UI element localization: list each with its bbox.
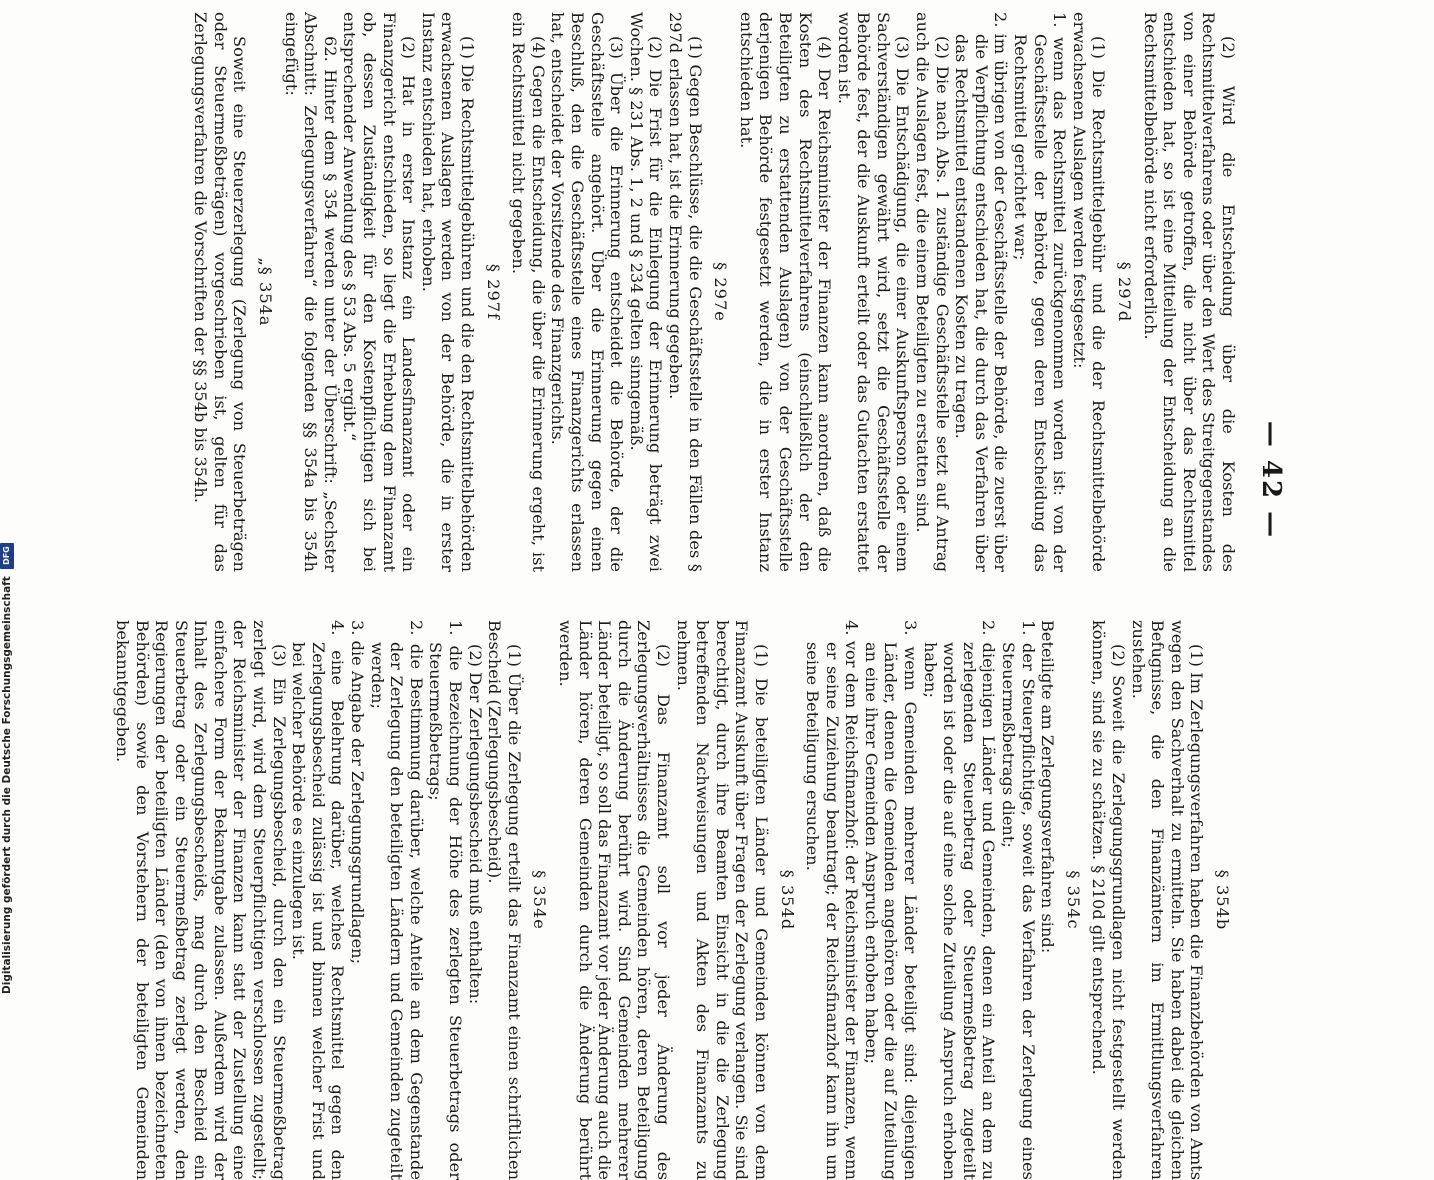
dfg-logo: DFG bbox=[0, 543, 14, 569]
list-item: 2. diejenigen Länder und Gemeinden, denen ein Anteil an dem zu zerlegenden Steuerbetrag oder Steuermeßbetrag zugeteilt worden ist oder die auf eine solche Zuteilung Anspruch erhoben haben; bbox=[920, 620, 999, 1180]
section-heading: § 297f bbox=[483, 263, 503, 321]
section-heading: „§ 354a bbox=[256, 257, 276, 327]
paragraph: (2) Hat in erster Instanz ein Landesfinanzamt oder ein Finanzgericht entschieden, so liegt die Erhebung dem Finanzamt ob, dessen Zuständigkeit für den Kostenpflichtigen sich bei entsprechender Anwendung des § 53 Abs. 5 ergibt.“ bbox=[340, 12, 419, 572]
paragraph: (3) Über die Erinnerung entscheidet die Behörde, der die Geschäftsstelle angehört. Über die Erinnerung gegen einen Beschluß, den die Geschäftsstelle eines Finanzgerichts erlassen hat, entscheidet der Vorsitzende des Finanzgerichts. bbox=[548, 12, 627, 572]
list-item: 4. vor dem Reichsfinanzhof: der Reichsminister der Finanzen, wenn er seine Zuziehung beantragt; der Reichsfinanzhof kann ihn um seine Beteiligung ersuchen. bbox=[803, 620, 862, 1180]
paragraph: (2) Soweit die Zerlegungsgrundlagen nicht festgestellt werden können, sind sie zu schätzen. § 210d gilt entsprechend. bbox=[1089, 620, 1129, 1180]
paragraph: (1) Die Rechtsmittelgebühren und die den Rechtsmittelbehörden erwachsenen Auslagen werden von der Behörde, die in erster Instanz entschieden hat, erhoben. bbox=[418, 12, 478, 572]
right-column bbox=[112, 620, 1238, 1180]
paragraph: (2) Die nach Abs. 1 zuständige Geschäftsstelle setzt auf Antrag auch die Auslagen fest, die einem Beteiligten zu erstatten sind. bbox=[913, 12, 952, 572]
section-heading: § 354e bbox=[530, 870, 550, 930]
list-item: 1. wenn das Rechtsmittel zurückgenommen worden ist: von der Geschäftsstelle der Behörde, gegen deren Entscheidung das Rechtsmittel gerichtet war; bbox=[1011, 12, 1070, 572]
paragraph: 62. Hinter dem § 354 werden unter der Überschrift: „Sechster Abschnitt: Zerlegungsverfahren“ die folgenden §§ 354a bis 354h eingefügt: bbox=[281, 12, 340, 572]
paragraph: (4) Gegen die Entscheidung, die über die Erinnerung ergeht, ist ein Rechtsmittel nicht gegeben. bbox=[509, 12, 548, 572]
paragraph: (3) Ein Zerlegungsbescheid, durch den ein Steuermeßbetrag zerlegt wird, wird dem Steuerpflichtigen verschlossen zugestellt; der Reichsminister der Finanzen kann statt der Zustellung eine einfachere Form der Bekanntgabe zulassen. Außerdem wird der Inhalt des Zerlegungsbescheids, mag durch den Bescheid ein Steuerbetrag oder ein Steuermeßbetrag zerlegt werden, den Regierungen der beteiligten Länder (den von ihnen bezeichneten Behörden) sowie den Vorstehern der beteiligten Gemeinden bekanntgegeben. bbox=[112, 620, 289, 1180]
paragraph: (1) Gegen Beschlüsse, die die Geschäftsstelle in den Fällen des § 297d erlassen hat, ist die Erinnerung gegeben. bbox=[665, 12, 705, 572]
paragraph: Beteiligte am Zerlegungsverfahren sind: bbox=[1038, 620, 1058, 954]
list-item: 1. die Bezeichnung der Höhe des zerlegten Steuerbetrags oder Steuermeßbetrags; bbox=[426, 620, 466, 1180]
paragraph: (1) Die beteiligten Länder und Gemeinden können von dem Finanzamt Auskunft über Fragen der Zerlegung verlangen. Sie sind berechtigt, durch ihre Beamten Einsicht in die die Zerlegung betreffenden Nachweisungen und Akten des Finanzamts zu nehmen. bbox=[673, 620, 771, 1180]
paragraph: (2) Das Finanzamt soll vor jeder Änderung des Zerlegungsverhältnisses die Gemeinden hören, deren Beteiligung durch die Änderung berührt wird. Sind Gemeinden mehrerer Länder beteiligt, so soll das Finanzamt vor jeder Änderung auch die Länder hören, deren Gemeinden durch die Änderung berührt werden. bbox=[556, 620, 673, 1180]
list-item: 3. die Angabe der Zerlegungsgrundlagen; bbox=[348, 620, 368, 965]
footer-text: Digitalisierung gefördert durch die Deutsche Forschungsgemeinschaft bbox=[1, 576, 13, 994]
list-item: 2. im übrigen von der Geschäftsstelle der Behörde, die zuerst über die Verpflichtung entschieden hat, die durch das Verfahren über das Rechtsmittel entstandenen Kosten zu tragen. bbox=[952, 12, 1011, 572]
left-column bbox=[191, 12, 1238, 572]
paragraph: (2) Wird die Entscheidung über die Kosten des Rechtsmittelverfahrens oder über den Wert des Streitgegenstandes von einer Behörde getroffen, die nicht über das Rechtsmittel entschieden hat, so ist eine Mitteilung der Entscheidung an die Rechtsmittelbehörde nicht erforderlich. bbox=[1140, 12, 1238, 572]
section-heading: § 354d bbox=[777, 869, 797, 931]
page-number: — 42 — bbox=[1256, 420, 1286, 540]
paragraph: (1) Im Zerlegungsverfahren haben die Finanzbehörden von Amts wegen den Sachverhalt zu ermitteln. Sie haben dabei die gleichen Befugnisse, die den Finanzämtern im Ermittlungsverfahren zustehen. bbox=[1128, 620, 1207, 1180]
paragraph: Soweit eine Steuerzerlegung (Zerlegung von Steuerbeträgen oder Steuermeßbeträgen) vorgeschrieben ist, gelten für das Zerlegungsverfahren die Vorschriften der §§ 354b bis 354h. bbox=[191, 12, 250, 572]
paragraph: (4) Der Reichsminister der Finanzen kann anordnen, daß die Kosten des Rechtsmittelverfahrens (einschließlich der den Beteiligten zu erstattenden Auslagen) von der Geschäftsstelle derjenigen Behörde festgesetzt werden, die in erster Instanz entschieden hat. bbox=[736, 12, 835, 572]
section-heading: § 354c bbox=[1063, 870, 1083, 930]
footer-credit bbox=[0, 543, 14, 994]
paragraph: (1) Über die Zerlegung erteilt das Finanzamt einen schriftlichen Bescheid (Zerlegungsbescheid). bbox=[485, 620, 524, 1180]
paragraph: (2) Die Frist für die Einlegung der Erinnerung beträgt zwei Wochen. § 231 Abs. 1, 2 und § 234 gelten sinngemäß. bbox=[626, 12, 666, 572]
section-heading: § 297e bbox=[711, 262, 731, 322]
list-item: 4. eine Belehrung darüber, welches Rechtsmittel gegen den Zerlegungsbescheid zulässig ist und binnen welcher Frist und bei welcher Behörde es einzulegen ist. bbox=[289, 620, 348, 1180]
section-heading: § 354b bbox=[1213, 869, 1232, 931]
paragraph: (1) Die Rechtsmittelgebühr und die der Rechtsmittelbehörde erwachsenen Auslagen werden festgesetzt: bbox=[1069, 12, 1109, 572]
list-item: 2. die Bestimmung darüber, welche Anteile an dem Gegenstande der Zerlegung den beteiligten Ländern und Gemeinden zugeteilt werden; bbox=[367, 620, 426, 1180]
list-item: 1. der Steuerpflichtige, soweit das Verfahren der Zerlegung eines Steuermeßbetrags dient; bbox=[999, 620, 1038, 1180]
list-item: 3. wenn Gemeinden mehrerer Länder beteiligt sind: diejenigen Länder, denen die Gemeinden angehören oder die auf Zuteilung an eine ihrer Gemeinden Anspruch erhoben haben; bbox=[861, 620, 921, 1180]
paragraph: (2) Der Zerlegungsbescheid muß enthalten: bbox=[465, 644, 485, 1005]
footer bbox=[0, 0, 28, 1000]
scanned-page bbox=[112, 12, 1300, 1180]
paragraph: (3) Die Entschädigung, die einer Auskunftsperson oder einem Sachverständigen gewährt wird, setzt die Geschäftsstelle der Behörde fest, der die Auskunft erteilt oder das Gutachten erstattet worden ist. bbox=[834, 12, 913, 572]
section-heading: § 297d bbox=[1115, 261, 1135, 323]
